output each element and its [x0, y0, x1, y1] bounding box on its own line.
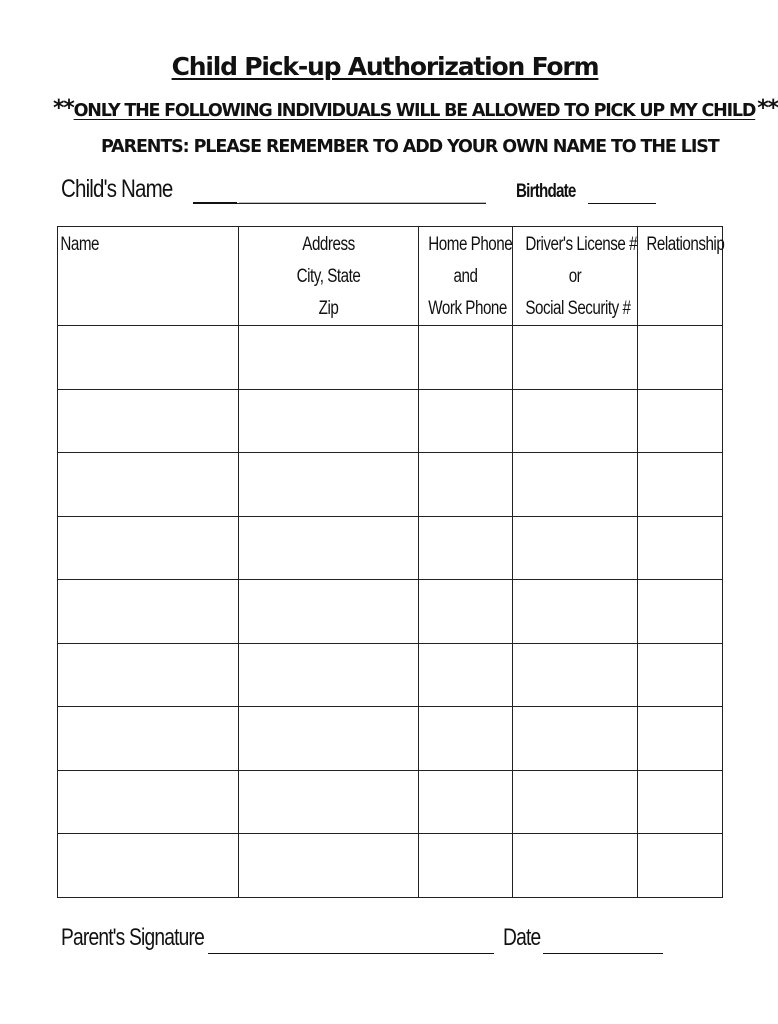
header-phone-text: Home Phone and Work Phone: [428, 234, 513, 319]
table-row: [58, 770, 723, 834]
table-row: [58, 707, 723, 771]
birthdate-field[interactable]: [588, 203, 656, 204]
name-cell[interactable]: [58, 453, 239, 517]
notice-prefix: **: [53, 96, 74, 121]
license-cell[interactable]: [513, 516, 638, 580]
address-cell[interactable]: [239, 453, 419, 517]
child-name-field-line: [239, 202, 486, 203]
header-relationship-text: Relationship: [646, 234, 725, 255]
header-relationship: [638, 227, 723, 326]
address-cell[interactable]: [239, 834, 419, 898]
header-address-text: Address City, State Zip: [296, 234, 361, 319]
phone-cell[interactable]: [419, 326, 513, 390]
name-cell[interactable]: [58, 707, 239, 771]
name-cell[interactable]: [58, 326, 239, 390]
signature-field[interactable]: [208, 953, 494, 954]
phone-cell[interactable]: [419, 389, 513, 453]
relationship-cell[interactable]: [638, 580, 723, 644]
phone-cell[interactable]: [419, 770, 513, 834]
phone-cell[interactable]: [419, 453, 513, 517]
header-license: [513, 227, 638, 326]
license-cell[interactable]: [513, 389, 638, 453]
child-name-label: Child's Name: [61, 175, 173, 203]
relationship-cell[interactable]: [638, 389, 723, 453]
table-row: [58, 580, 723, 644]
notice-suffix: **: [757, 96, 778, 121]
date-label: Date: [503, 924, 541, 951]
license-cell[interactable]: [513, 834, 638, 898]
address-cell[interactable]: [239, 770, 419, 834]
signature-row: [61, 920, 721, 960]
header-phone: [419, 227, 513, 326]
table-row: [58, 389, 723, 453]
license-cell[interactable]: [513, 453, 638, 517]
address-cell[interactable]: [239, 389, 419, 453]
license-cell[interactable]: [513, 643, 638, 707]
table-row: [58, 834, 723, 898]
relationship-cell[interactable]: [638, 326, 723, 390]
relationship-cell[interactable]: [638, 770, 723, 834]
date-field[interactable]: [543, 953, 663, 954]
header-address: [239, 227, 419, 326]
phone-cell[interactable]: [419, 580, 513, 644]
birthdate-label: Birthdate: [516, 181, 576, 202]
signature-label: Parent's Signature: [61, 924, 204, 951]
name-cell[interactable]: [58, 834, 239, 898]
header-name: [58, 227, 239, 326]
address-cell[interactable]: [239, 516, 419, 580]
notice-text: ONLY THE FOLLOWING INDIVIDUALS WILL BE ALLOWED TO PICK UP MY CHILD: [73, 101, 756, 121]
name-cell[interactable]: [58, 516, 239, 580]
authorized-persons-table: [57, 226, 723, 898]
name-cell[interactable]: [58, 389, 239, 453]
child-name-field-dash: [193, 202, 237, 204]
phone-cell[interactable]: [419, 516, 513, 580]
address-cell[interactable]: [239, 326, 419, 390]
phone-cell[interactable]: [419, 643, 513, 707]
name-cell[interactable]: [58, 770, 239, 834]
table-row: [58, 453, 723, 517]
license-cell[interactable]: [513, 707, 638, 771]
parents-reminder: PARENTS: PLEASE REMEMBER TO ADD YOUR OWN NAME TO THE LIST: [101, 137, 719, 157]
relationship-cell[interactable]: [638, 707, 723, 771]
relationship-cell[interactable]: [638, 834, 723, 898]
relationship-cell[interactable]: [638, 453, 723, 517]
relationship-cell[interactable]: [638, 643, 723, 707]
table-row: [58, 516, 723, 580]
table-row: [58, 326, 723, 390]
license-cell[interactable]: [513, 770, 638, 834]
license-cell[interactable]: [513, 326, 638, 390]
form-title: [0, 52, 770, 81]
license-cell[interactable]: [513, 580, 638, 644]
table-header-row: [58, 227, 723, 326]
header-license-text: Driver's License # or Social Security #: [525, 234, 638, 319]
relationship-cell[interactable]: [638, 516, 723, 580]
address-cell[interactable]: [239, 580, 419, 644]
name-cell[interactable]: [58, 580, 239, 644]
child-name-field[interactable]: [193, 203, 486, 204]
table-row: [58, 643, 723, 707]
pickup-notice: [53, 96, 778, 121]
phone-cell[interactable]: [419, 707, 513, 771]
form-title-text: Child Pick-up Authorization Form: [171, 52, 599, 81]
header-name-text: Name: [60, 234, 100, 255]
phone-cell[interactable]: [419, 834, 513, 898]
name-cell[interactable]: [58, 643, 239, 707]
child-info-row: [61, 175, 721, 211]
address-cell[interactable]: [239, 707, 419, 771]
address-cell[interactable]: [239, 643, 419, 707]
